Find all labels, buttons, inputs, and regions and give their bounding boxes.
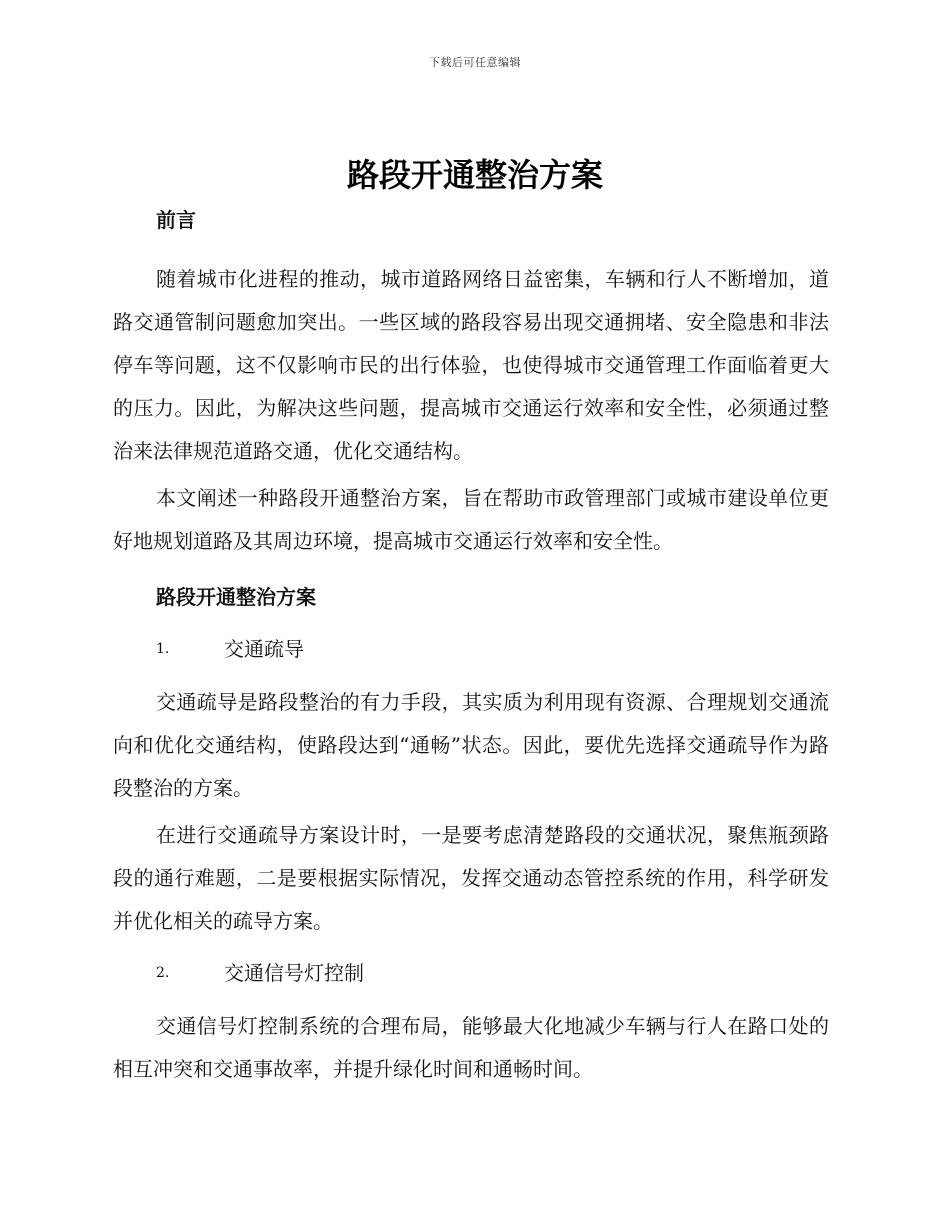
document-title: 路段开通整治方案 xyxy=(346,156,603,194)
item-paragraph: 交通疏导是路段整治的有力手段，其实质为利用现有资源、合理规划交通流向和优化交通结构，使路段达到“通畅”状态。因此，要优先选择交通疏导作为路段整治的方案。 xyxy=(113,690,829,800)
item-title: 交通信号灯控制 xyxy=(224,961,364,985)
page-header-note: 下载后可任意编辑 xyxy=(429,56,521,69)
item-paragraph: 在进行交通疏导方案设计时，一是要考虑清楚路段的交通状况，聚焦瓶颈路段的通行难题，二是要根据实际情况，发挥交通动态管控系统的作用，科学研发并优化相关的疏导方案。 xyxy=(113,823,829,933)
numbered-item-heading xyxy=(113,631,829,667)
preface-paragraph: 随着城市化进程的推动，城市道路网络日益密集，车辆和行人不断增加，道路交通管制问题愈加突出。一些区域的路段容易出现交通拥堵、安全隐患和非法停车等问题，这不仅影响市民的出行体验，也使得城市交通管理工作面临着更大的压力。因此，为解决这些问题，提高城市交通运行效率和安全性，必须通过整治来法律规范道路交通，优化交通结构。 xyxy=(113,267,829,463)
document-body xyxy=(113,202,829,1095)
preface-heading: 前言 xyxy=(156,208,196,232)
item-paragraph: 交通信号灯控制系统的合理布局，能够最大化地减少车辆与行人在路口处的相互冲突和交通事故率，并提升绿化时间和通畅时间。 xyxy=(113,1014,829,1081)
numbered-item-heading xyxy=(113,955,829,991)
item-number: 1. xyxy=(156,641,170,657)
item-number: 2. xyxy=(156,965,170,981)
item-title: 交通疏导 xyxy=(224,637,304,661)
preface-paragraph: 本文阐述一种路段开通整治方案，旨在帮助市政管理部门或城市建设单位更好地规划道路及其周边环境，提高城市交通运行效率和安全性。 xyxy=(113,486,829,553)
plan-heading: 路段开通整治方案 xyxy=(156,585,316,609)
